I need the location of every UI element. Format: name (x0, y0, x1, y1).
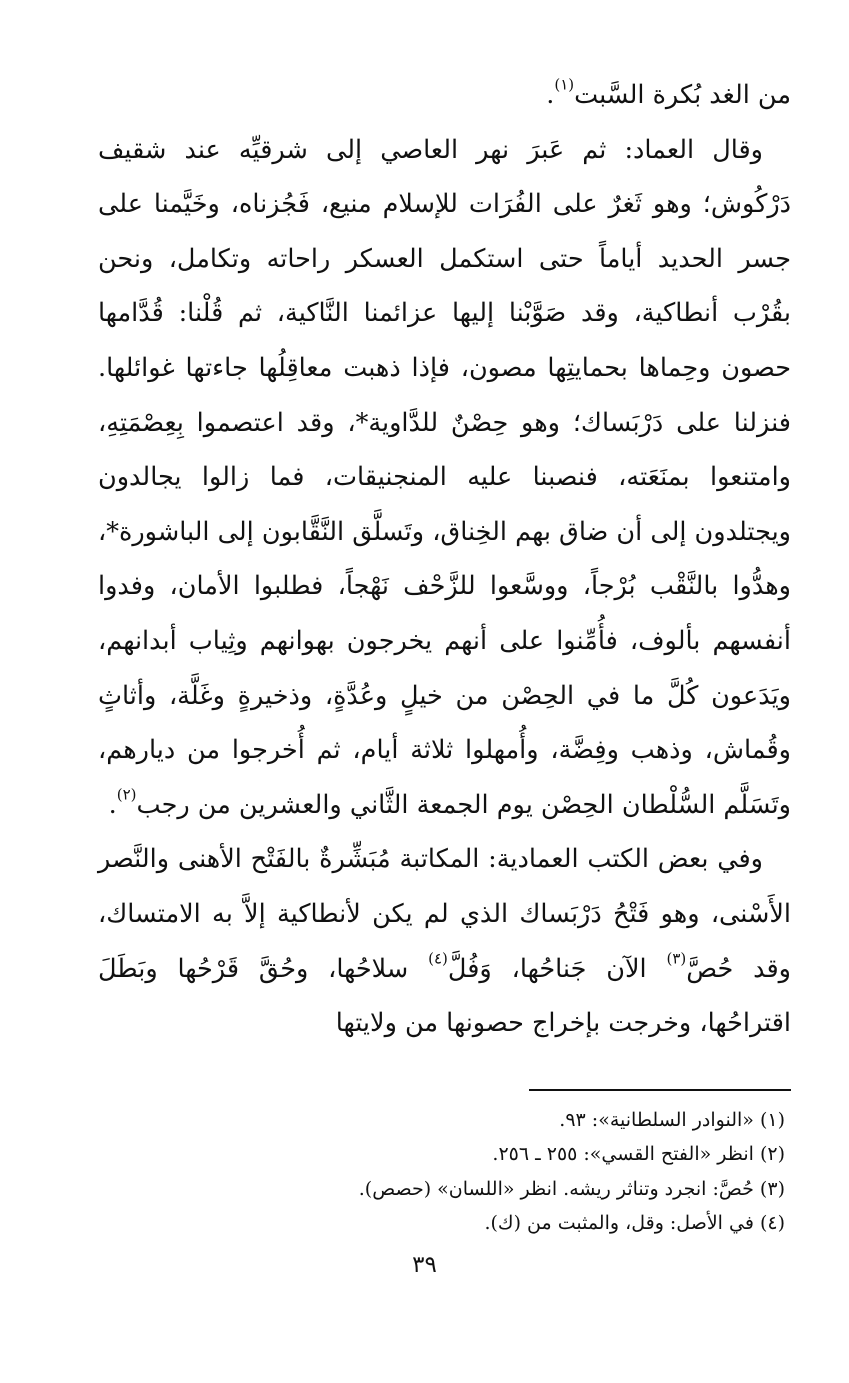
footnote-divider (529, 1089, 791, 1091)
paragraph-1-tail: . (546, 80, 555, 110)
main-text (98, 68, 791, 1051)
paragraph-2-tail: . (108, 789, 117, 820)
footnote-1: (١) «النوادر السلطانية»: ٩٣. (559, 1108, 785, 1131)
footnote-4: (٤) في الأصل: وقل، والمثبت من (ك). (484, 1212, 785, 1235)
paragraph-3 (98, 832, 791, 1050)
paragraph-3-tail: سلاحُها، وحُقَّ قَرْحُها وبَطَلَ اقتراحُها، وخرجت بإخراج حصونها من ولايتها (98, 953, 791, 1039)
footnote-ref-1[interactable]: (١) (554, 75, 575, 94)
paragraph-3-text: وفي بعض الكتب العمادية: المكاتبة مُبَشِّرةٌ بالفَتْح الأهنى والنَّصر الأَسْنى، وهو فَتْحُ دَرْبَساك الذي لم يكن لأنطاكية إلاَّ به الامتساك، وقد حُصَّ (98, 844, 791, 984)
footnote-ref-4[interactable]: (٤) (428, 949, 448, 967)
footnote-ref-2[interactable]: (٢) (116, 785, 137, 804)
paragraph-1-text: من الغد بُكرة السَّبت (574, 80, 791, 110)
paragraph-3-mid: الآن جَناحُها، وَفُلَّ (447, 953, 667, 984)
paragraph-2-text: وقال العماد: ثم عَبرَ نهر العاصي إلى شرقيِّه عند شقيف دَرْكُوش؛ وهو ثَغرٌ على الفُرَات للإسلام منيع، فَجُزناه، وخَيَّمنا على جسر الحديد أياماً حتى استكمل العسكر راحاته وتكامل، ونحن بقُرْب أنطاكية، وقد صَوَّبْنا إليها عزائمنا النَّاكية، ثم قُلْنا: قُدَّامها حصون وحِماها بحمايتِها مصون، فإذا ذهبت معاقِلُها جاءتها غوائلها. فنزلنا على دَرْبَساك؛ وهو حِصْنٌ للدَّاوية*، وقد اعتصموا بِعِصْمَتِهِ، وامتنعوا بمنَعَته، فنصبنا عليه المنجنيقات، فما زالوا يجالدون ويجتلدون إلى أن ضاق بهم الخِناق، وتَسلَّق النَّقَّابون إلى الباشورة*، وهدُّوا بالنَّقْب بُرْجاً، ووسَّعوا للزَّحْف نَهْجاً، فطلبوا الأمان، وفدوا أنفسهم بألوف، فأُمِّنوا على أنهم يخرجون بهوانهم وثِياب أبدانهم، ويَدَعون كُلَّ ما في الحِصْن من خيلٍ وعُدَّةٍ، وذخيرةٍ وغَلَّة، وأثاثٍ وقُماش، وذهب وفِضَّة، وأُمهلوا ثلاثة أيام، ثم أُخرجوا من ديارهم، وتَسَلَّم السُّلْطان الحِصْن يوم الجمعة الثَّاني والعشرين من رجب (98, 134, 791, 820)
page-number: ٣٩ (412, 1252, 437, 1278)
footnotes (98, 1103, 791, 1241)
paragraph-2 (98, 123, 791, 833)
paragraph-1 (98, 68, 791, 123)
footnote-2: (٢) انظر «الفتح القسي»: ٢٥٥ ـ ٢٥٦. (492, 1143, 785, 1166)
footnote-ref-3[interactable]: (٣) (666, 949, 687, 967)
footnote-3: (٣) حُصَّ: انجرد وتناثر ريشه. انظر «اللسان» (حصص). (358, 1177, 785, 1200)
